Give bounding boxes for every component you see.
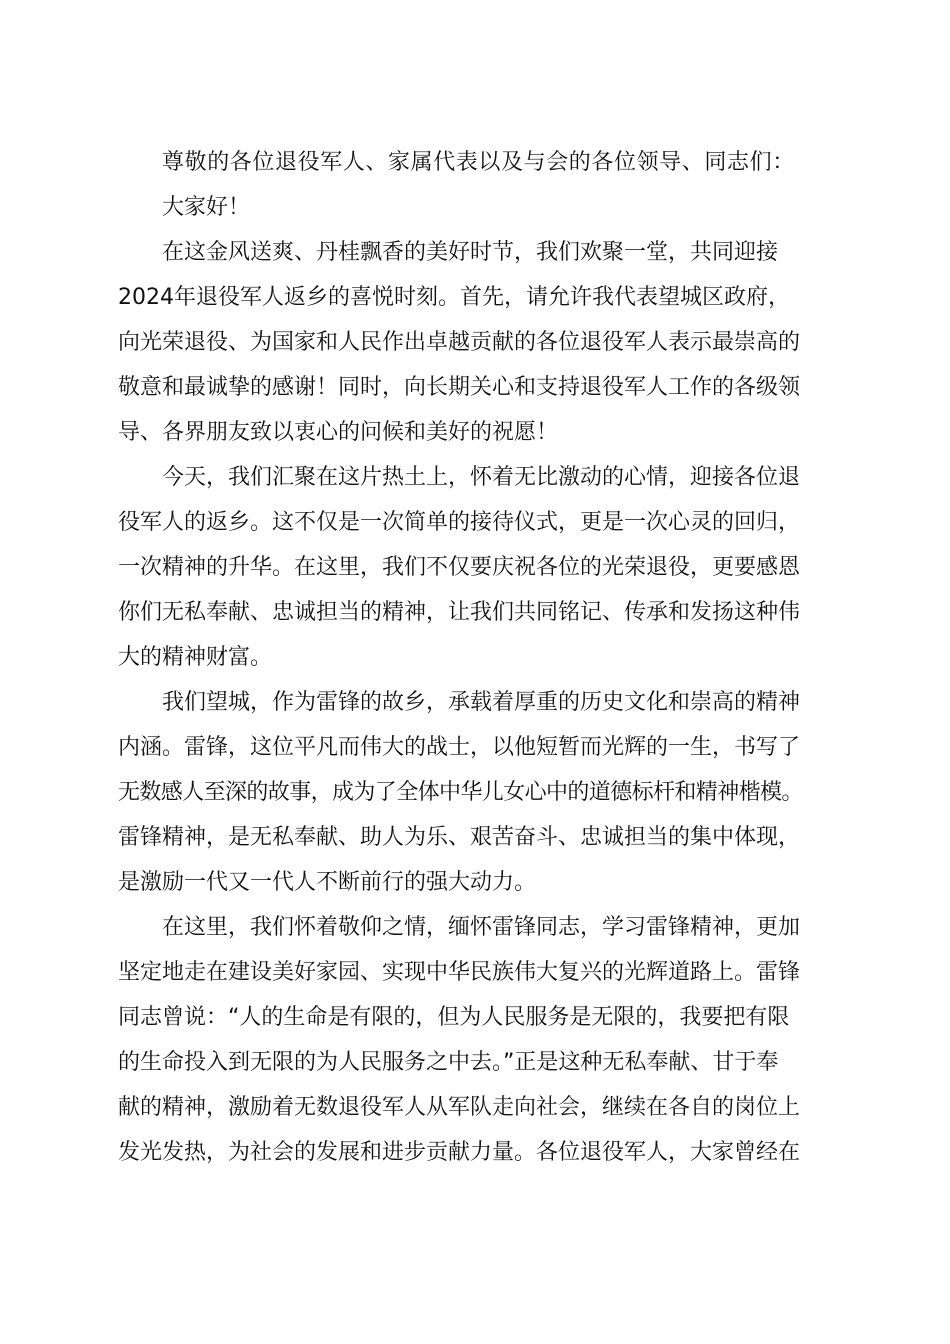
paragraph-1-line-5: 导、各界朋友致以衷心的问候和美好的祝愿！	[118, 420, 559, 445]
paragraph-3-line-5: 是激励一代又一代人不断前行的强大动力。	[118, 870, 537, 895]
paragraph-2-line-1: 今天，我们汇聚在这片热土上，怀着无比激动的心情，迎接各位退	[162, 465, 801, 490]
paragraph-3-line-4: 雷锋精神，是无私奉献、助人为乐、艰苦奋斗、忠诚担当的集中体现，	[118, 825, 801, 850]
paragraph-3-line-1: 我们望城，作为雷锋的故乡，承载着厚重的历史文化和崇高的精神	[162, 690, 801, 715]
paragraph-1-line-2: 2024年退役军人返乡的喜悦时刻。首先，请允许我代表望城区政府，	[118, 285, 790, 310]
salutation-line: 尊敬的各位退役军人、家属代表以及与会的各位领导、同志们：	[162, 150, 795, 175]
speech-body	[118, 140, 818, 1175]
paragraph-2-line-2: 役军人的返乡。这不仅是一次简单的接待仪式，更是一次心灵的回归，	[118, 510, 801, 535]
paragraph-3-line-2: 内涵。雷锋，这位平凡而伟大的战士，以他短暂而光辉的一生，书写了	[118, 735, 801, 760]
paragraph-4-line-6: 发光发热，为社会的发展和进步贡献力量。各位退役军人，大家曾经在	[118, 1140, 801, 1165]
paragraph-1-line-4: 敬意和最诚挚的感谢！同时，向长期关心和支持退役军人工作的各级领	[118, 375, 801, 400]
paragraph-2-line-5: 大的精神财富。	[118, 645, 273, 670]
greeting-line: 大家好！	[162, 195, 251, 220]
paragraph-2-line-4: 你们无私奉献、忠诚担当的精神，让我们共同铭记、传承和发扬这种伟	[118, 600, 801, 625]
paragraph-1-line-3: 向光荣退役、为国家和人民作出卓越贡献的各位退役军人表示最崇高的	[118, 330, 801, 355]
paragraph-4-line-4: 的生命投入到无限的为人民服务之中去。”正是这种无私奉献、甘于奉	[118, 1050, 779, 1075]
paragraph-3-line-3: 无数感人至深的故事，成为了全体中华儿女心中的道德标杆和精神楷模。	[118, 780, 803, 805]
paragraph-4-line-5: 献的精神，激励着无数退役军人从军队走向社会，继续在各自的岗位上	[118, 1095, 801, 1120]
paragraph-4-line-3: 同志曾说：“人的生命是有限的，但为人民服务是无限的，我要把有限	[118, 1005, 790, 1030]
paragraph-1-line-1: 在这金风送爽、丹桂飘香的美好时节，我们欢聚一堂，共同迎接	[162, 240, 779, 265]
paragraph-2-line-3: 一次精神的升华。在这里，我们不仅要庆祝各位的光荣退役，更要感恩	[118, 555, 801, 580]
paragraph-4-line-2: 坚定地走在建设美好家园、实现中华民族伟大复兴的光辉道路上。雷锋	[118, 960, 801, 985]
paragraph-4-line-1: 在这里，我们怀着敬仰之情，缅怀雷锋同志，学习雷锋精神，更加	[162, 915, 801, 940]
